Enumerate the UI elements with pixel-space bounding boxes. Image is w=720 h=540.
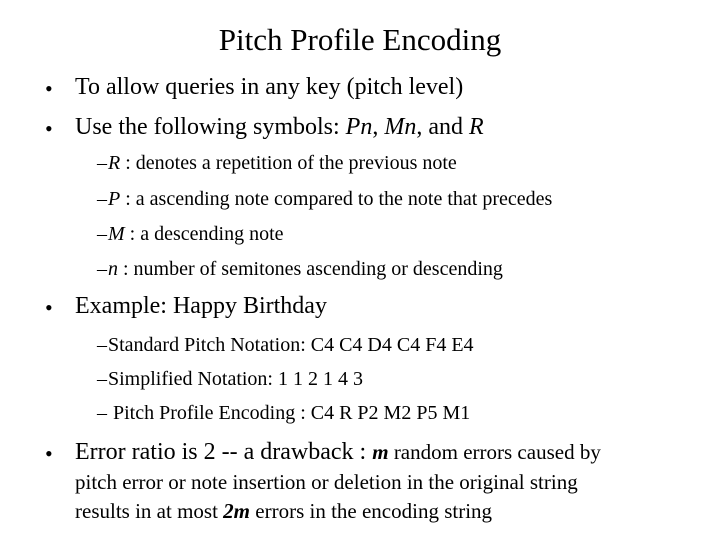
dash: – [97,188,107,210]
example-simplified-notation: Simplified Notation: 1 1 2 1 4 3 [108,368,363,390]
dash: – [97,258,107,280]
bullet-error-ratio [75,439,601,466]
symbol-name: R [108,152,121,174]
dash: – [97,334,107,356]
symbol-m: m [372,440,389,464]
symbol-def-p [108,188,552,211]
symbol-2m: 2m [223,499,251,523]
dash: – [97,368,107,390]
slide-title: Pitch Profile Encoding [218,22,502,57]
symbol-desc: : a ascending note compared to the note that precedes [120,188,553,210]
error-ratio-text: Error ratio is 2 -- a drawback : [75,439,373,465]
bullet-queries: To allow queries in any key (pitch level) [75,74,464,100]
error-ratio-line2: pitch error or note insertion or deletion in the original string [75,470,578,494]
symbol-def-n [108,258,503,281]
bullet-symbols-prefix: Use the following symbols: [75,114,346,140]
symbol-desc: : denotes a repetition of the previous note [120,152,457,174]
symbol-pn: Pn [345,114,373,140]
dash: – [97,152,107,174]
example-pitch-profile: Pitch Profile Encoding : C4 R P2 M2 P5 M1 [108,402,471,424]
bullet-dot: • [45,295,53,320]
symbol-def-r [108,152,457,175]
error-ratio-text: errors in the encoding string [250,499,493,523]
dash: – [97,402,107,424]
symbol-name: n [108,258,118,280]
symbol-name: M [108,223,125,245]
dash: – [97,223,107,245]
error-ratio-text: random errors caused by [388,440,601,464]
error-ratio-line3 [75,499,492,524]
example-standard-notation: Standard Pitch Notation: C4 C4 D4 C4 F4 E4 [108,334,474,356]
symbol-def-m [108,223,284,246]
symbol-r: R [468,114,484,140]
bullet-dot: • [45,441,53,466]
separator: , and [416,114,469,140]
bullet-dot: • [45,76,53,101]
symbol-desc: : number of semitones ascending or descending [118,258,503,280]
symbol-desc: : a descending note [124,223,284,245]
bullet-dot: • [45,116,53,141]
bullet-symbols [75,114,484,141]
bullet-example: Example: Happy Birthday [75,293,327,319]
symbol-mn: Mn [384,114,417,140]
symbol-name: P [108,188,121,210]
error-ratio-text: results in at most [75,499,224,523]
separator: , [372,114,385,140]
